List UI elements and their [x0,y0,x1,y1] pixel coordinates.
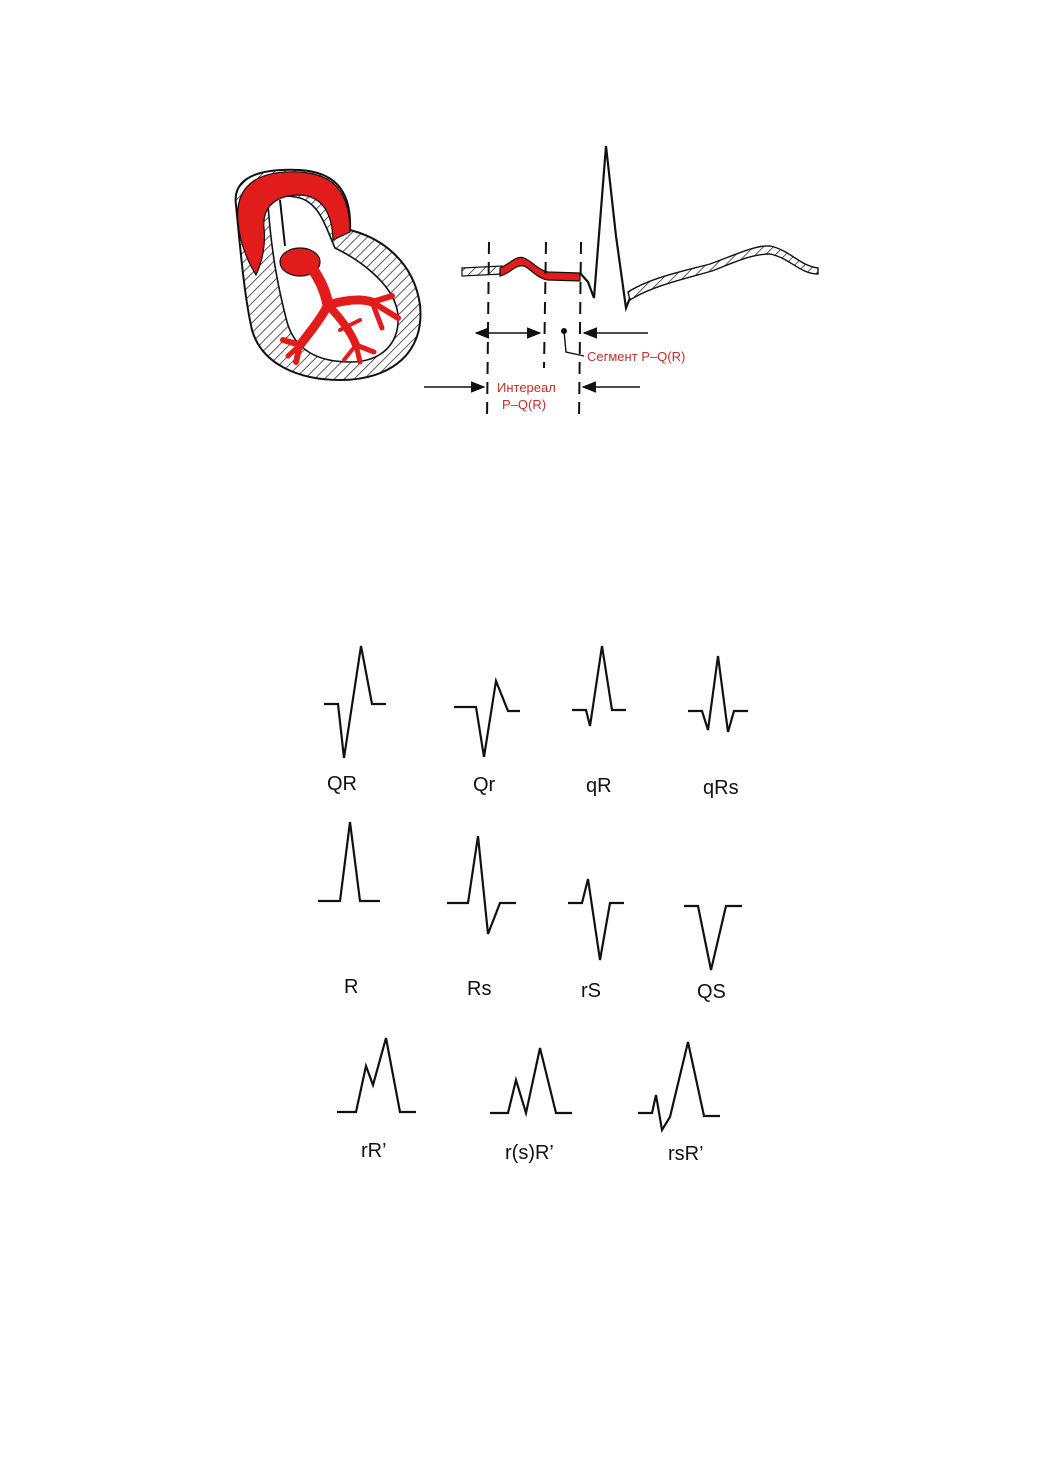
p-wave [500,257,580,281]
qrs-form-qR [572,646,626,797]
qrs-form-Qr [454,681,520,796]
qrs-form-rsR [638,1042,720,1165]
interval-pq-label-1: Интереал [497,380,556,395]
qrs-label-rsR: rsR’ [668,1143,704,1165]
qrs-forms-grid [318,646,748,1165]
qrs-label-rS: rS [581,980,601,1002]
qrs-label-qR: qR [586,775,612,797]
qrs-label-rR: rR’ [361,1140,387,1162]
qrs-complex [580,146,630,308]
qrs-label-R: R [344,976,359,998]
qrs-form-QR [324,646,386,795]
qrs-form-rS [568,879,624,1002]
qrs-form-Rs [447,836,516,1000]
ecg-pq-diagram [424,146,818,420]
qrs-label-QS: QS [697,981,726,1003]
qrs-form-rR [337,1038,416,1162]
segment-pq-label: Сегмент P–Q(R) [587,349,686,364]
qrs-label-Qr: Qr [473,774,496,796]
qrs-label-rsR-paren: r(s)R’ [505,1142,554,1164]
qrs-label-Rs: Rs [467,978,492,1000]
qrs-label-QR: QR [327,773,357,795]
qrs-form-R [318,822,380,998]
qrs-form-qRs [688,656,748,799]
qrs-label-qRs: qRs [703,777,739,799]
heart-conduction-diagram [236,170,421,380]
interval-pq-label-2: P–Q(R) [502,397,547,412]
qrs-form-rsR-paren [490,1048,572,1164]
qrs-form-QS [684,906,742,1003]
st-t-baseline-band [628,246,818,300]
